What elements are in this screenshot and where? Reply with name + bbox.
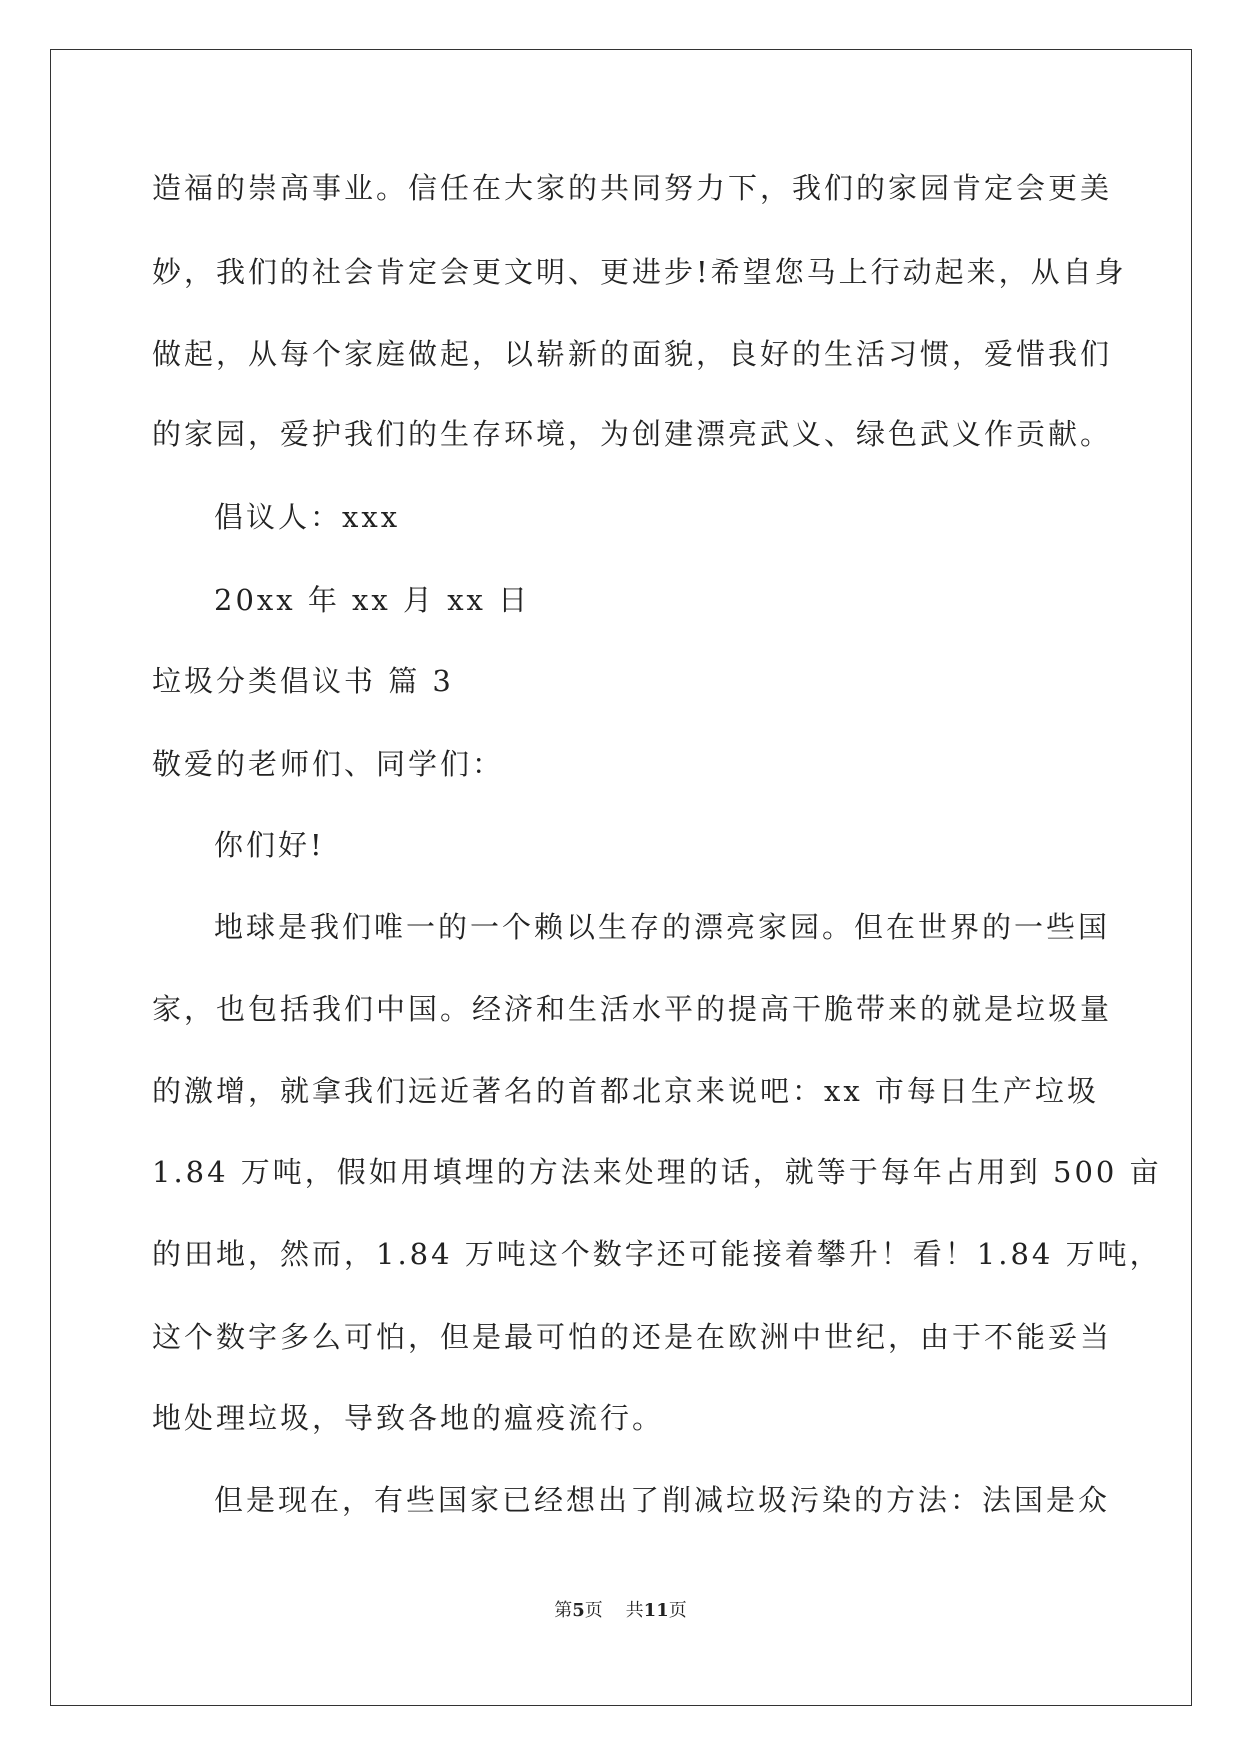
page-border: [50, 49, 1192, 1706]
body-line: 地处理垃圾，导致各地的瘟疫流行。: [152, 1401, 665, 1435]
current-page-number: 5: [572, 1600, 585, 1621]
footer-prefix: 第: [554, 1600, 573, 1621]
body-line: 的田地，然而，1.84 万吨这个数字还可能接着攀升！看！1.84 万吨，: [152, 1237, 1162, 1271]
section-heading: 垃圾分类倡议书 篇 3: [152, 664, 454, 698]
body-line: 的家园，爱护我们的生存环境，为创建漂亮武义、绿色武义作贡献。: [152, 417, 1113, 451]
body-line: 妙，我们的社会肯定会更文明、更进步!希望您马上行动起来，从自身: [152, 255, 1127, 289]
body-line: 造福的崇高事业。信任在大家的共同努力下，我们的家园肯定会更美: [152, 171, 1113, 205]
date-line: 20xx 年 xx 月 xx 日: [214, 583, 531, 617]
greeting-line: 你们好!: [214, 828, 325, 862]
body-line: 做起，从每个家庭做起，以崭新的面貌，良好的生活习惯，爱惜我们: [152, 337, 1113, 371]
total-page-number: 11: [643, 1600, 669, 1621]
body-line: 家，也包括我们中国。经济和生活水平的提高干脆带来的就是垃圾量: [152, 992, 1113, 1026]
footer-suffix: 页: [668, 1600, 687, 1621]
body-line: 地球是我们唯一的一个赖以生存的漂亮家园。但在世界的一些国: [214, 910, 1111, 944]
body-line: 这个数字多么可怕，但是最可怕的还是在欧洲中世纪，由于不能妥当: [152, 1320, 1113, 1354]
body-line: 但是现在，有些国家已经想出了削减垃圾污染的方法：法国是众: [214, 1483, 1111, 1517]
signatory-line: 倡议人：xxx: [214, 500, 401, 534]
page-number-footer: [0, 1599, 1241, 1623]
body-line: 的激增，就拿我们远近著名的首都北京来说吧：xx 市每日生产垃圾: [152, 1074, 1099, 1108]
salutation-line: 敬爱的老师们、同学们：: [152, 747, 505, 781]
body-line: 1.84 万吨，假如用填埋的方法来处理的话，就等于每年占用到 500 亩: [152, 1155, 1162, 1189]
footer-mid: 页 共: [584, 1600, 644, 1621]
